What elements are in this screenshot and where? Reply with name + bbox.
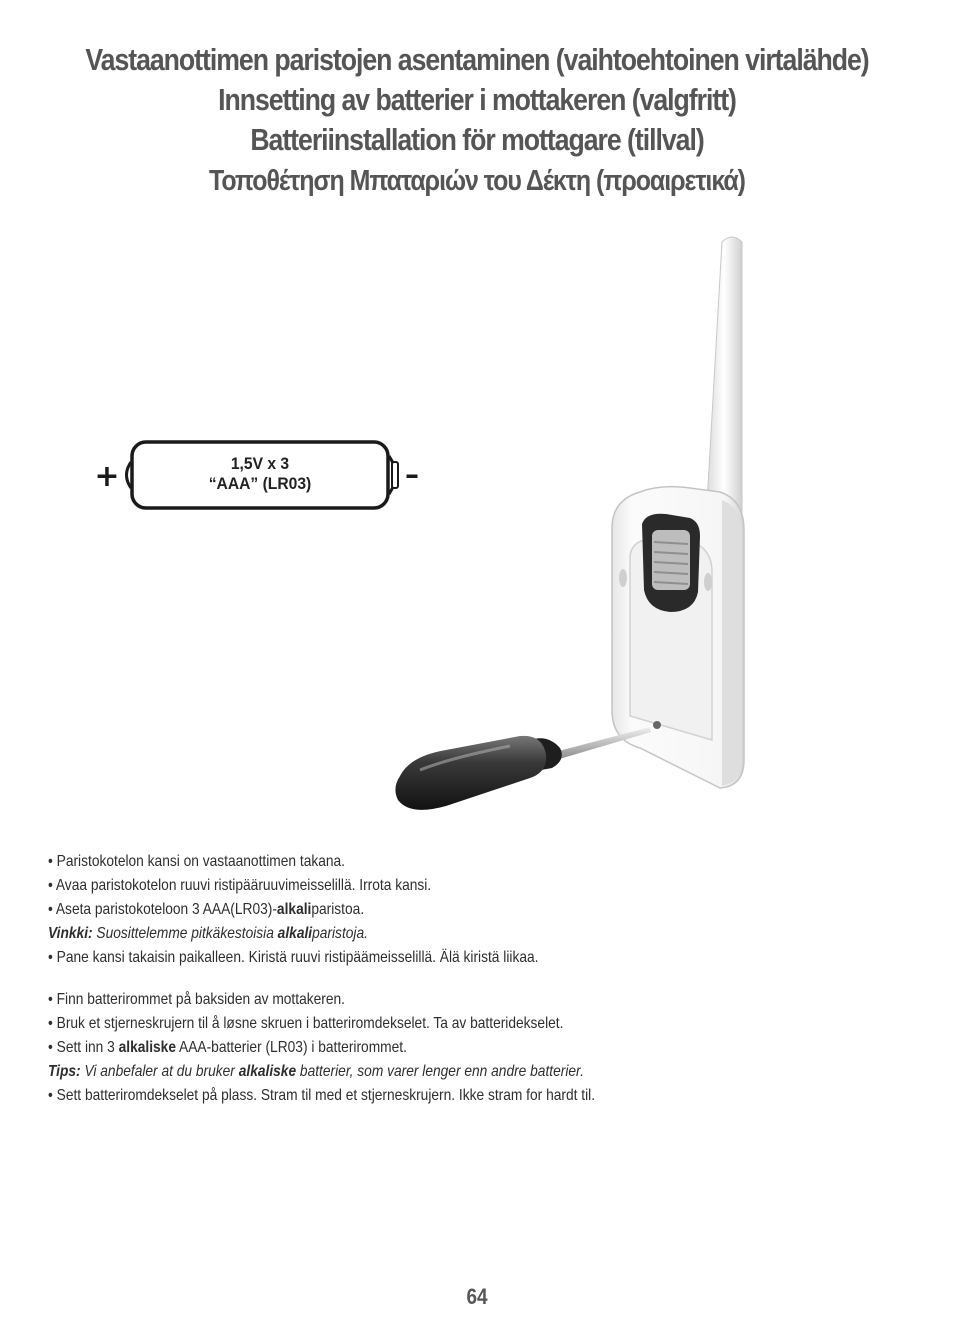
battery-minus-sign: –: [405, 458, 419, 491]
instructions: [48, 850, 928, 1108]
no-bullet-1: • Finn batterirommet på baksiden av mottakeren.: [48, 991, 345, 1008]
title-swedish: Batteriinstallation för mottagare (tillval): [250, 122, 704, 157]
fi-tip: Vinkki: Suosittelemme pitkäkestoisia alkaliparistoja.: [48, 925, 368, 942]
screwdriver: [395, 727, 651, 810]
fi-bullet-2: • Avaa paristokotelon ruuvi ristipääruuvimeisselillä. Irrota kansi.: [48, 877, 432, 894]
antenna: [706, 237, 742, 520]
battery-cover-screw: [653, 721, 661, 729]
fi-bullet-4: • Pane kansi takaisin paikalleen. Kiristä ruuvi ristipäämeisselillä. Älä kiristä liikaa.: [48, 949, 539, 966]
fi-bullet-3: • Aseta paristokoteloon 3 AAA(LR03)-alkaliparistoa.: [48, 901, 365, 918]
no-bullet-3: • Sett inn 3 alkaliske AAA-batterier (LR03) i batterirommet.: [48, 1039, 407, 1056]
battery-spec-label: [147, 454, 373, 494]
title-finnish: Vastaanottimen paristojen asentaminen (vaihtoehtoinen virtalähde): [85, 42, 869, 77]
page-number: 64: [466, 1284, 488, 1309]
receiver-illustration: [0, 220, 954, 840]
battery-plus-sign: +: [94, 459, 120, 494]
receiver-body: [612, 487, 744, 788]
page-titles: [0, 40, 954, 201]
title-greek: Τοποθέτηση Μπαταριών του Δέκτη (προαιρετικά): [209, 165, 745, 197]
battery-type: “AAA” (LR03): [208, 474, 312, 493]
no-bullet-2: • Bruk et stjerneskrujern til å løsne skruen i batteriromdekselet. Ta av batteridekselet.: [48, 1015, 564, 1032]
fi-bullet-1: • Paristokotelon kansi on vastaanottimen takana.: [48, 853, 346, 870]
no-tip: Tips: Vi anbefaler at du bruker alkaliske batterier, som varer lenger enn andre batterier.: [48, 1063, 584, 1080]
battery-voltage: 1,5V x 3: [230, 454, 290, 473]
no-bullet-4: • Sett batteriromdekselet på plass. Stram til med et stjerneskrujern. Ikke stram for hardt til.: [48, 1087, 596, 1104]
title-norwegian: Innsetting av batterier i mottakeren (valgfritt): [218, 82, 736, 117]
